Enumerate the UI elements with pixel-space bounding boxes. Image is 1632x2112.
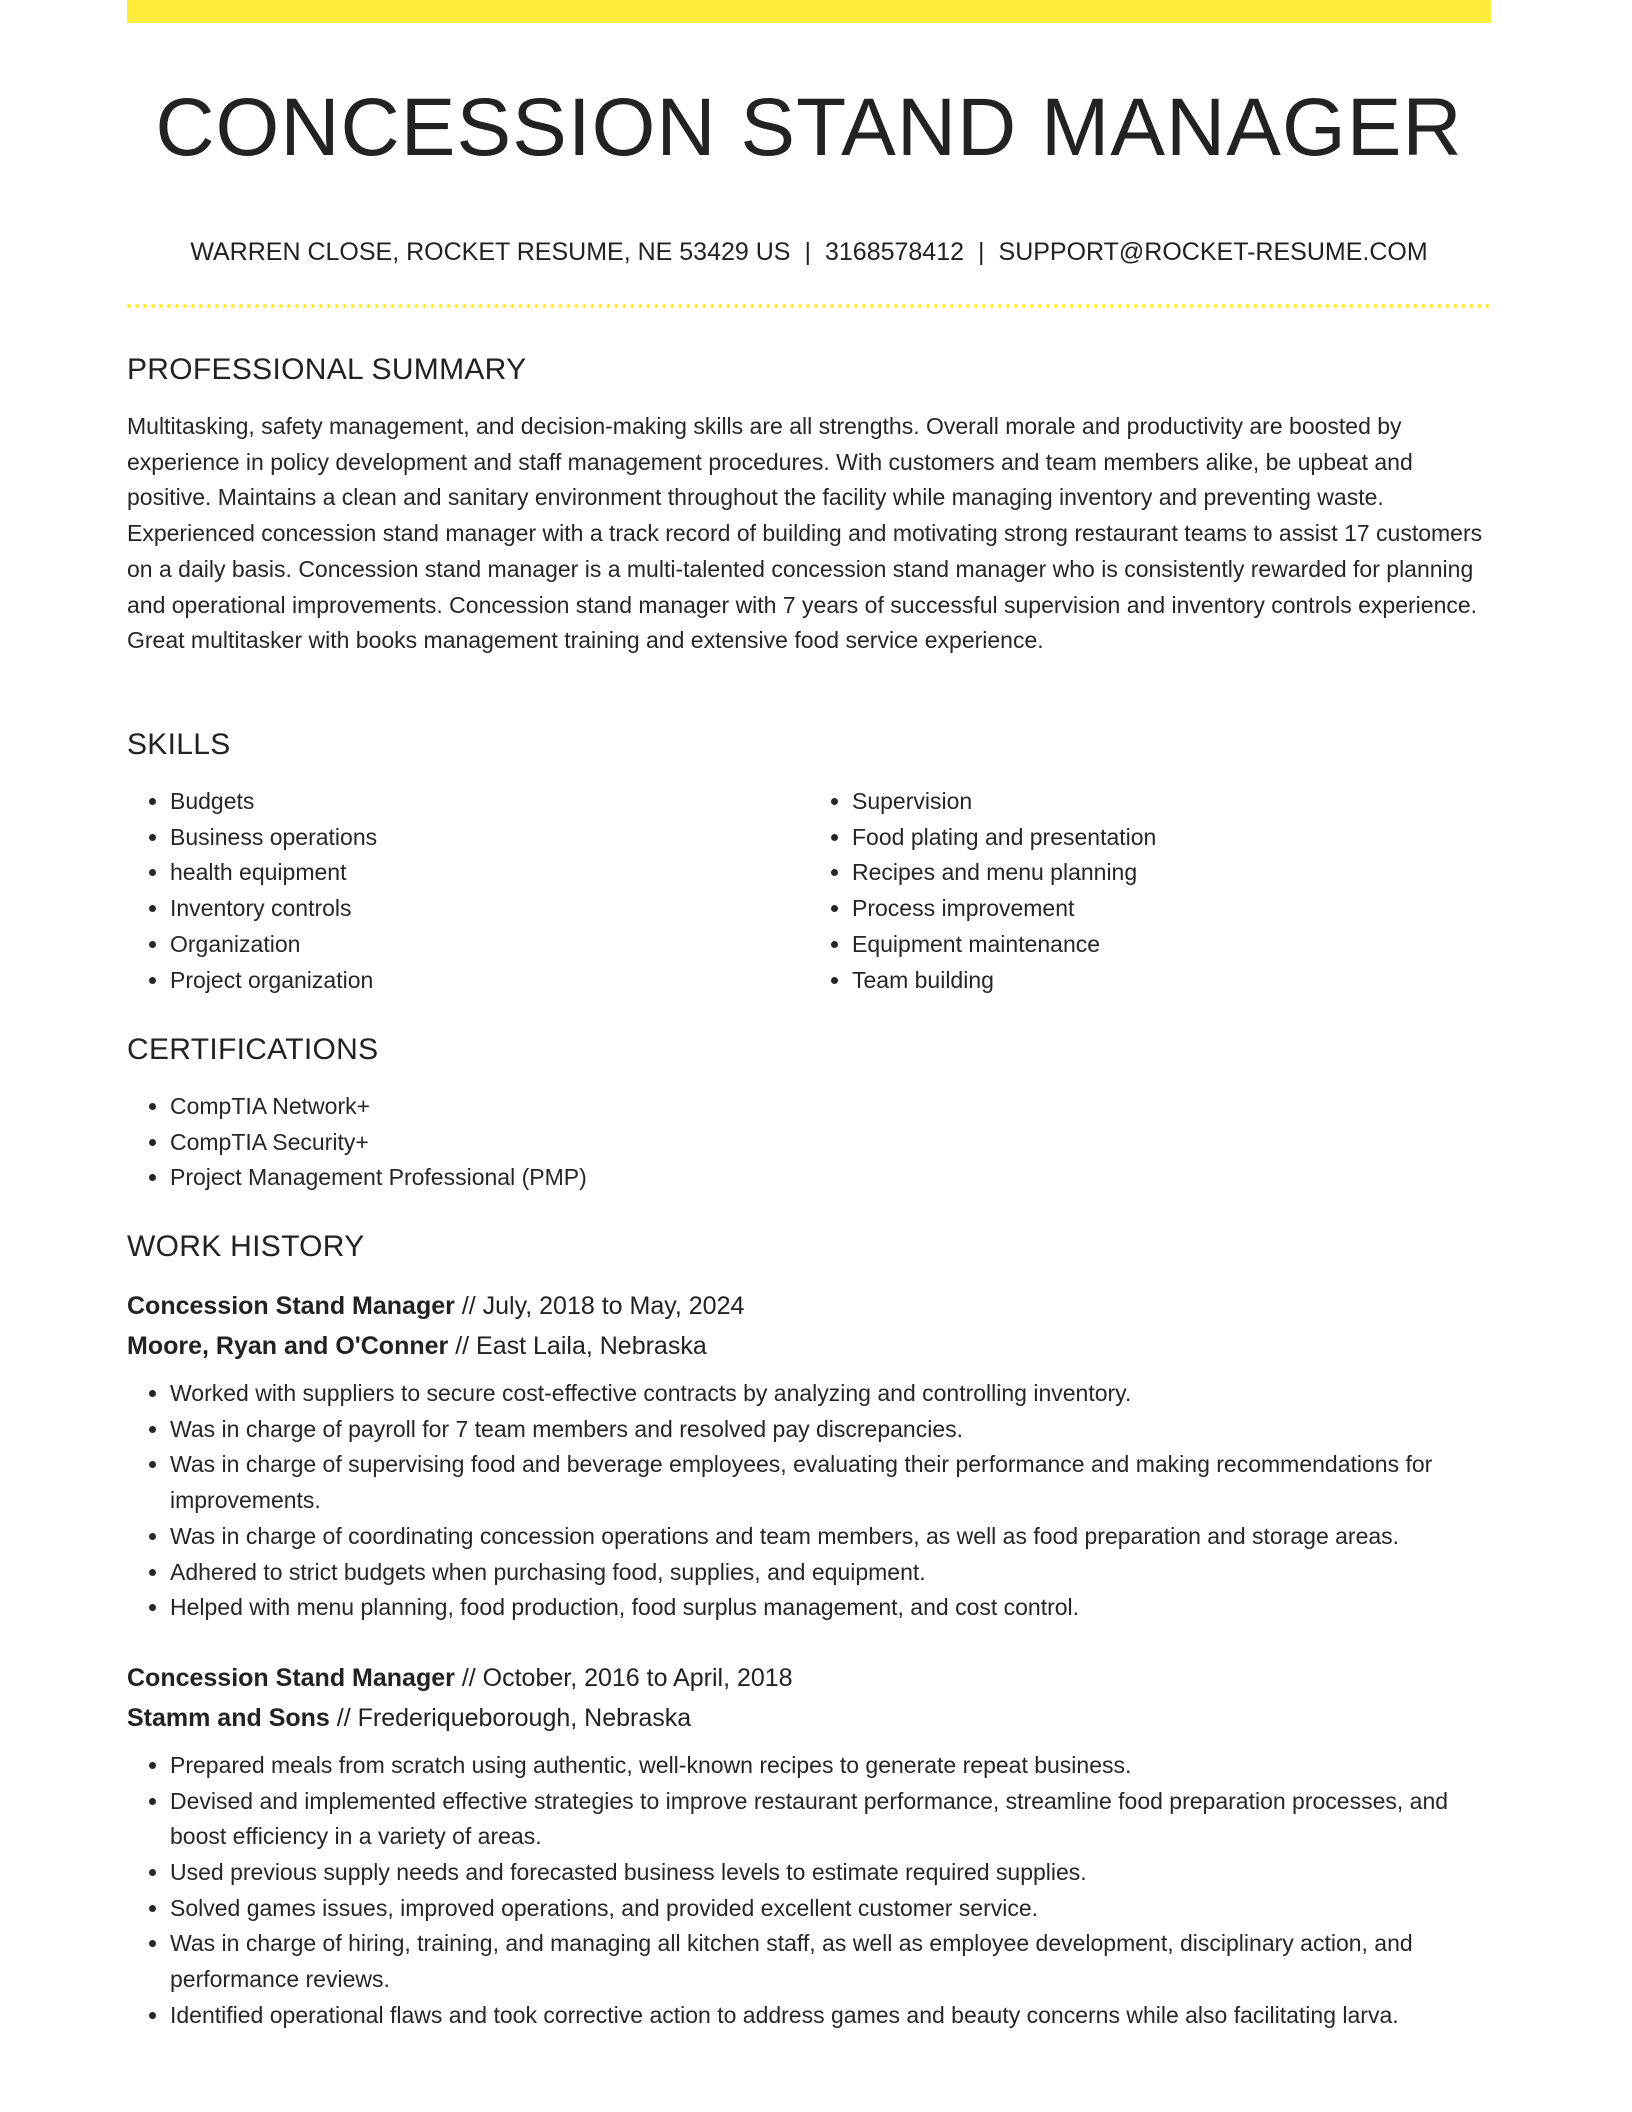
list-item: • Budgets	[170, 784, 809, 820]
summary-text: Multitasking, safety management, and decision-making skills are all strengths. Overall morale and productivity are boosted by experience in policy development and staff management procedures. With customers and team members alike, be upbeat and positive. Maintains a clean and sanitary environment throughout the facility while managing inventory and preventing waste. Experienced concession stand manager with a track record of building and motivating strong restaurant teams to assist 17 customers on a daily basis. Concession stand manager is a multi-talented concession stand manager who is consistently rewarded for planning and operational improvements. Concession stand manager with 7 years of successful supervision and inventory controls experience. Great multitasker with books management training and extensive food service experience.	[127, 413, 1483, 654]
job-dates: // July, 2018 to May, 2024	[461, 1292, 745, 1320]
job-title-line	[127, 1658, 1491, 1698]
list-item: • Inventory controls	[170, 891, 809, 927]
list-item: • Recipes and menu planning	[852, 855, 1491, 891]
contact-separator: |	[978, 238, 985, 266]
job-bullets	[127, 1376, 1491, 1626]
contact-line	[127, 236, 1491, 268]
list-item: • Used previous supply needs and forecasted business levels to estimate required supplies.	[170, 1855, 1491, 1891]
job-company: Stamm and Sons	[127, 1703, 330, 1732]
list-item: • CompTIA Network+	[170, 1089, 1491, 1125]
job-title: Concession Stand Manager	[127, 1292, 455, 1320]
phone-text: 3168578412	[824, 238, 965, 266]
list-item: • health equipment	[170, 855, 809, 891]
email-text: SUPPORT@ROCKET-RESUME.COM	[998, 238, 1428, 266]
certifications-list	[127, 1089, 1491, 1196]
list-item: • Team building	[852, 963, 1491, 999]
list-item: • Supervision	[852, 784, 1491, 820]
job-location: // Frederiqueborough, Nebraska	[336, 1703, 692, 1732]
skills-section	[127, 728, 1491, 998]
contact-separator: |	[804, 238, 811, 266]
list-item: • Adhered to strict budgets when purchasing food, supplies, and equipment.	[170, 1555, 1491, 1591]
address-text: WARREN CLOSE, ROCKET RESUME, NE 53429 US	[190, 238, 791, 266]
list-item: • Helped with menu planning, food production, food surplus management, and cost control.	[170, 1590, 1491, 1626]
certifications-section	[127, 1033, 1491, 1196]
job-bullets	[127, 1748, 1491, 2034]
work-history-section	[127, 1230, 1491, 2034]
job-company-line	[127, 1326, 1491, 1366]
list-item: • Was in charge of payroll for 7 team members and resolved pay discrepancies.	[170, 1412, 1491, 1448]
skills-list-right	[809, 784, 1491, 998]
resume-page	[127, 0, 1491, 2028]
skills-heading: SKILLS	[127, 728, 231, 761]
list-item: • Identified operational flaws and took corrective action to address games and beauty concerns while also facilitating larva.	[170, 1998, 1491, 2034]
list-item: • Business operations	[170, 820, 809, 856]
list-item: • Was in charge of coordinating concession operations and team members, as well as food preparation and storage areas.	[170, 1519, 1491, 1555]
list-item: • Prepared meals from scratch using authentic, well-known recipes to generate repeat business.	[170, 1748, 1491, 1784]
skills-list-left	[127, 784, 809, 998]
job-title-line	[127, 1286, 1491, 1326]
summary-section	[127, 353, 1491, 659]
page-title: CONCESSION STAND MANAGER	[155, 82, 1463, 173]
work-history-heading: WORK HISTORY	[127, 1230, 365, 1263]
job-dates: // October, 2016 to April, 2018	[461, 1663, 793, 1692]
list-item: • Equipment maintenance	[852, 927, 1491, 963]
header-divider	[127, 304, 1491, 308]
list-item: • Worked with suppliers to secure cost-effective contracts by analyzing and controlling inventory.	[170, 1376, 1491, 1412]
job-entry	[127, 1658, 1491, 2034]
list-item: • Project organization	[170, 963, 809, 999]
list-item: • Was in charge of hiring, training, and managing all kitchen staff, as well as employee development, disciplinary action, and performance reviews.	[170, 1926, 1491, 1997]
list-item: • Devised and implemented effective strategies to improve restaurant performance, streamline food preparation processes, and boost efficiency in a variety of areas.	[170, 1784, 1491, 1855]
summary-heading: PROFESSIONAL SUMMARY	[127, 353, 527, 386]
job-title: Concession Stand Manager	[127, 1663, 455, 1692]
list-item: • Organization	[170, 927, 809, 963]
list-item: • Project Management Professional (PMP)	[170, 1160, 1491, 1196]
list-item: • Solved games issues, improved operations, and provided excellent customer service.	[170, 1891, 1491, 1927]
job-company: Moore, Ryan and O'Conner	[127, 1332, 449, 1360]
job-location: // East Laila, Nebraska	[455, 1332, 707, 1360]
list-item: • Food plating and presentation	[852, 820, 1491, 856]
list-item: • CompTIA Security+	[170, 1125, 1491, 1161]
list-item: • Was in charge of supervising food and beverage employees, evaluating their performance and making recommendations for improvements.	[170, 1447, 1491, 1518]
list-item: • Process improvement	[852, 891, 1491, 927]
job-entry	[127, 1286, 1491, 1626]
certifications-heading: CERTIFICATIONS	[127, 1033, 379, 1066]
job-company-line	[127, 1698, 1491, 1738]
skills-grid	[127, 784, 1491, 998]
